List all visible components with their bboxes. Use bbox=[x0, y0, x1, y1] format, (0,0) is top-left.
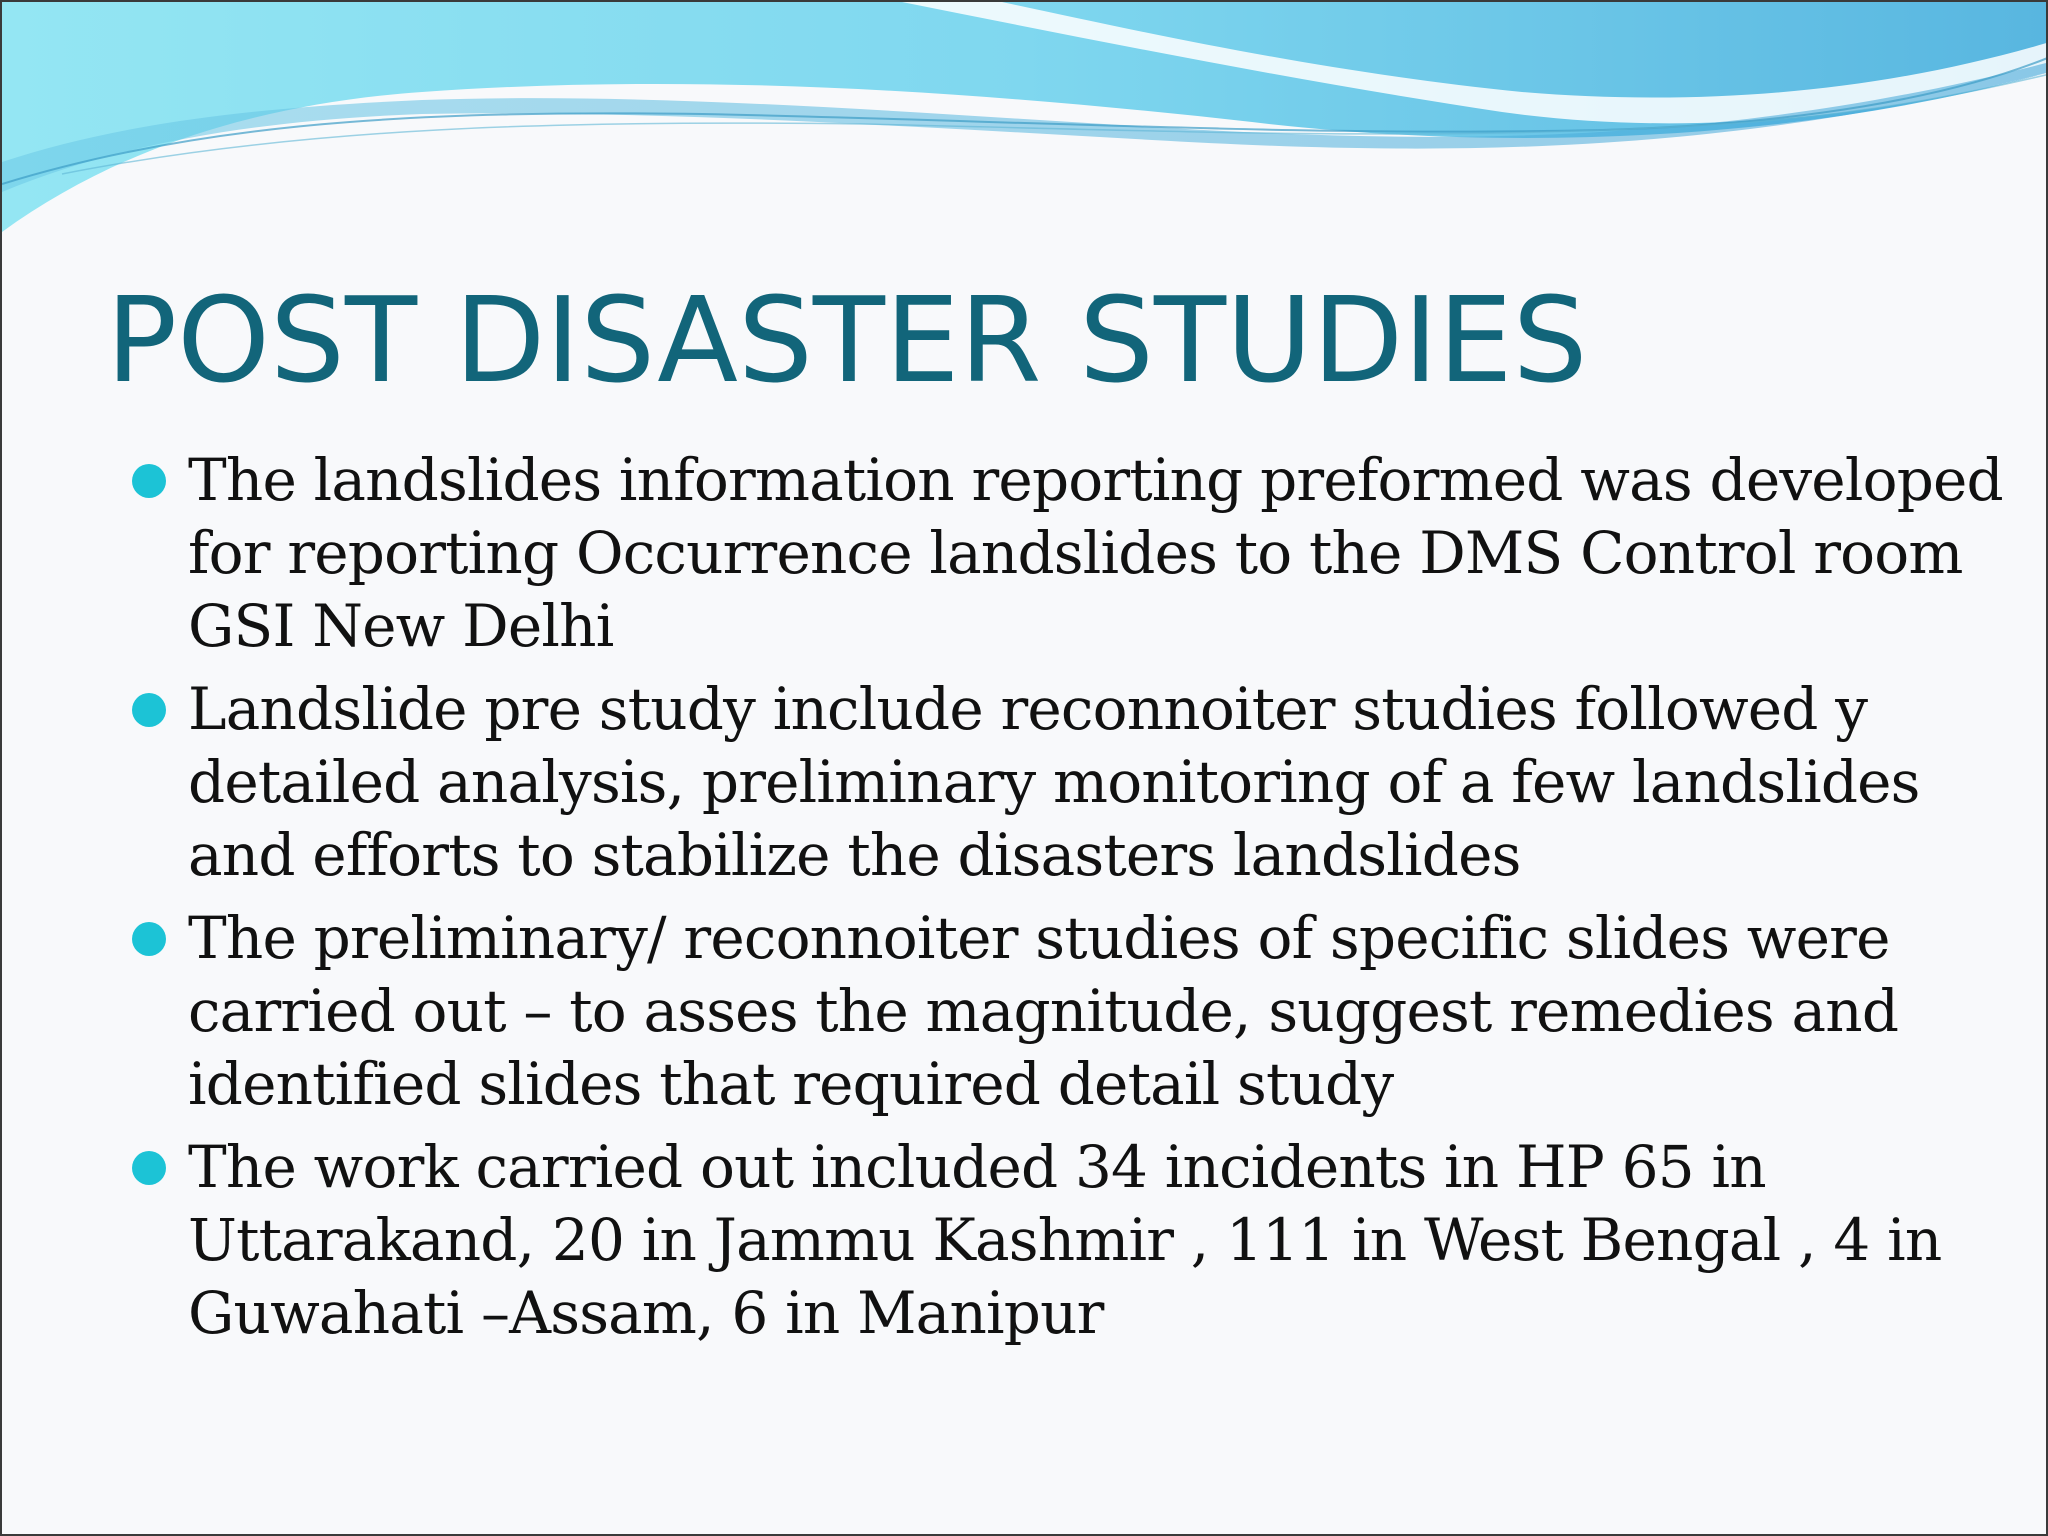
bullet-text: The work carried out included 34 incidents in HP 65 in Uttarakand, 20 in Jammu Kashmir , 111 in West Bengal , 4 in Guwahati –Assam, 6 in Manipur bbox=[188, 1133, 1942, 1347]
bullet-item bbox=[130, 444, 2010, 663]
bullet-item bbox=[130, 673, 2010, 892]
bullet-text: The landslides information reporting preformed was developed for reporting Occurrence landslides to the DMS Control room GSI New Delhi bbox=[188, 446, 2003, 660]
bullet-list bbox=[130, 444, 2010, 1360]
bullet-dot-icon bbox=[132, 922, 166, 956]
bullet-text: Landslide pre study include reconnoiter studies followed y detailed analysis, preliminary monitoring of a few landslides and efforts to stabilize the disasters landslides bbox=[188, 675, 1920, 889]
bullet-item bbox=[130, 1131, 2010, 1350]
header-wave-decoration bbox=[2, 2, 2048, 262]
bullet-dot-icon bbox=[132, 1151, 166, 1185]
slide-title: POST DISASTER STUDIES bbox=[106, 271, 1588, 409]
bullet-dot-icon bbox=[132, 693, 166, 727]
bullet-item bbox=[130, 902, 2010, 1121]
bullet-dot-icon bbox=[132, 464, 166, 498]
bullet-text: The preliminary/ reconnoiter studies of specific slides were carried out – to asses the magnitude, suggest remedies and identified slides that required detail study bbox=[188, 904, 1899, 1118]
